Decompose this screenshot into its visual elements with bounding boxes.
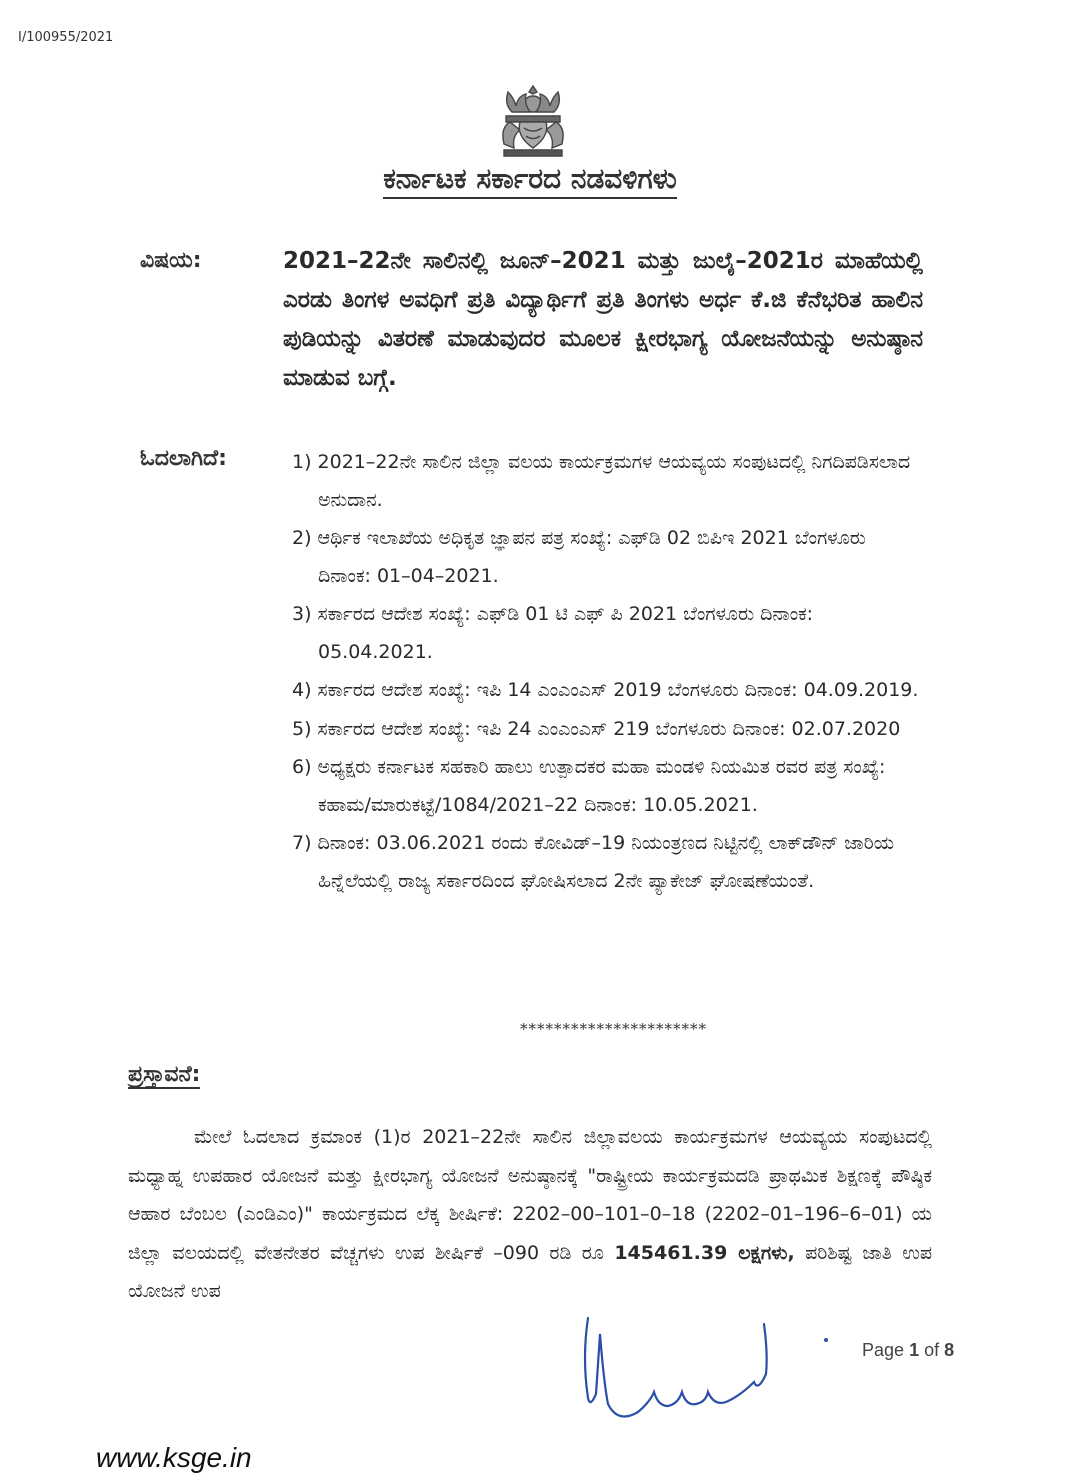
state-emblem-icon — [490, 82, 576, 160]
reference-item: 6) ಅಧ್ಯಕ್ಷರು ಕರ್ನಾಟಕ ಸಹಕಾರಿ ಹಾಲು ಉತ್ಪಾದಕರ ಮಹಾ ಮಂಡಳಿ ನಿಯಮಿತ ರವರ ಪತ್ರ ಸಂಖ್ಯೆ: ಕಹಾಮ/ಮಾರುಕಟ್ಟೆ/1084/2021–22 ದಿನಾಂಕ: 10.05.2021. — [292, 756, 886, 816]
page-indicator: Page 1 of 8 — [862, 1340, 955, 1360]
reference-item: 4) ಸರ್ಕಾರದ ಆದೇಶ ಸಂಖ್ಯೆ: ಇಪಿ 14 ಎಂಎಂಎಸ್ 2019 ಬೆಂಗಳೂರು ದಿನಾಂಕ: 04.09.2019. — [292, 679, 919, 701]
signature-icon — [566, 1310, 836, 1440]
references-list — [292, 444, 924, 901]
reference-item: 3) ಸರ್ಕಾರದ ಆದೇಶ ಸಂಖ್ಯೆ: ಎಫ್‌ಡಿ 01 ಟಿ ಎಫ್ ಪಿ 2021 ಬೆಂಗಳೂರು ದಿನಾಂಕ: 05.04.2021. — [292, 603, 814, 663]
preamble-title: ಪ್ರಸ್ತಾವನೆ: — [128, 1062, 201, 1087]
document-reference-number: I/100955/2021 — [18, 30, 114, 45]
document-heading: ಕರ್ನಾಟಕ ಸರ್ಕಾರದ ನಡವಳಿಗಳು — [300, 162, 760, 196]
website-url: www.ksge.in — [96, 1442, 252, 1473]
references-label: ಓದಲಾಗಿದೆ: — [140, 446, 227, 471]
subject-text: 2021–22ನೇ ಸಾಲಿನಲ್ಲಿ ಜೂನ್–2021 ಮತ್ತು ಜುಲೈ–2021ರ ಮಾಹೆಯಲ್ಲಿ ಎರಡು ತಿಂಗಳ ಅವಧಿಗೆ ಪ್ರತಿ ವಿದ್ಯಾರ್ಥಿಗೆ ಪ್ರತಿ ತಿಂಗಳು ಅರ್ಧ ಕೆ.ಜಿ ಕೆನೆಭರಿತ ಹಾಲಿನ ಪುಡಿಯನ್ನು ವಿತರಣೆ ಮಾಡುವುದರ ಮೂಲಕ ಕ್ಷೀರಭಾಗ್ಯ ಯೋಜನೆಯನ್ನು ಅನುಷ್ಠಾನ ಮಾಡುವ ಬಗ್ಗೆ. — [283, 248, 923, 391]
reference-item: 1) 2021–22ನೇ ಸಾಲಿನ ಜಿಲ್ಲಾ ವಲಯ ಕಾರ್ಯಕ್ರಮಗಳ ಆಯವ್ಯಯ ಸಂಪುಟದಲ್ಲಿ ನಿಗದಿಪಡಿಸಲಾದ ಅನುದಾನ. — [292, 451, 911, 511]
reference-item: 2) ಆರ್ಥಿಕ ಇಲಾಖೆಯ ಅಧಿಕೃತ ಜ್ಞಾಪನ ಪತ್ರ ಸಂಖ್ಯೆ: ಎಫ್‌ಡಿ 02 ಬಿಪಿಇ 2021 ಬೆಂಗಳೂರು ದಿನಾಂಕ: 01–04–2021. — [292, 527, 866, 587]
reference-item: 7) ದಿನಾಂಕ: 03.06.2021 ರಂದು ಕೋವಿಡ್–19 ನಿಯಂತ್ರಣದ ನಿಟ್ಟಿನಲ್ಲಿ ಲಾಕ್‌ಡೌನ್ ಜಾರಿಯ ಹಿನ್ನೆಲೆಯಲ್ಲಿ ರಾಜ್ಯ ಸರ್ಕಾರದಿಂದ ಘೋಷಿಸಲಾದ 2ನೇ ಪ್ಯಾಕೇಜ್ ಘೋಷಣೆಯಂತೆ. — [292, 832, 895, 892]
subject-label: ವಿಷಯ: — [140, 248, 202, 273]
section-separator: ********************** — [520, 1020, 707, 1038]
preamble-amount: 145461.39 ಲಕ್ಷಗಳು, — [614, 1241, 795, 1264]
reference-item: 5) ಸರ್ಕಾರದ ಆದೇಶ ಸಂಖ್ಯೆ: ಇಪಿ 24 ಎಂಎಂಎಸ್ 219 ಬೆಂಗಳೂರು ದಿನಾಂಕ: 02.07.2020 — [292, 717, 901, 740]
preamble-text: ಮೇಲೆ ಓದಲಾದ ಕ್ರಮಾಂಕ (1)ರ 2021–22ನೇ ಸಾಲಿನ ಜಿಲ್ಲಾವಲಯ ಕಾರ್ಯಕ್ರಮಗಳ ಆಯವ್ಯಯ ಸಂಪುಟದಲ್ಲಿ ಮಧ್ಯಾಹ್ನ ಉಪಹಾರ ಯೋಜನೆ ಮತ್ತು ಕ್ಷೀರಭಾಗ್ಯ ಯೋಜನೆ ಅನುಷ್ಠಾನಕ್ಕೆ "ರಾಷ್ಟ್ರೀಯ ಕಾರ್ಯಕ್ರಮದಡಿ ಪ್ರಾಥಮಿಕ ಶಿಕ್ಷಣಕ್ಕೆ ಪೌಷ್ಠಿಕ ಆಹಾರ ಬೆಂಬಲ (ಎಂಡಿಎಂ)" ಕಾರ್ಯಕ್ರಮದ ಲೆಕ್ಕ ಶೀರ್ಷಿಕೆ: 2202–00–101–0–18 (2202–01–196–6–01) ಯ ಜಿಲ್ಲಾ ವಲಯದಲ್ಲಿ ವೇತನೇತರ ವೆಚ್ಚಗಳು ಉಪ ಶೀರ್ಷಿಕೆ –090 ರಡಿ ರೂ 145461.39 ಲಕ್ಷಗಳು, ಪರಿಶಿಷ್ಟ ಜಾತಿ ಉಪ ಯೋಜನೆ ಉಪ — [128, 1126, 933, 1302]
